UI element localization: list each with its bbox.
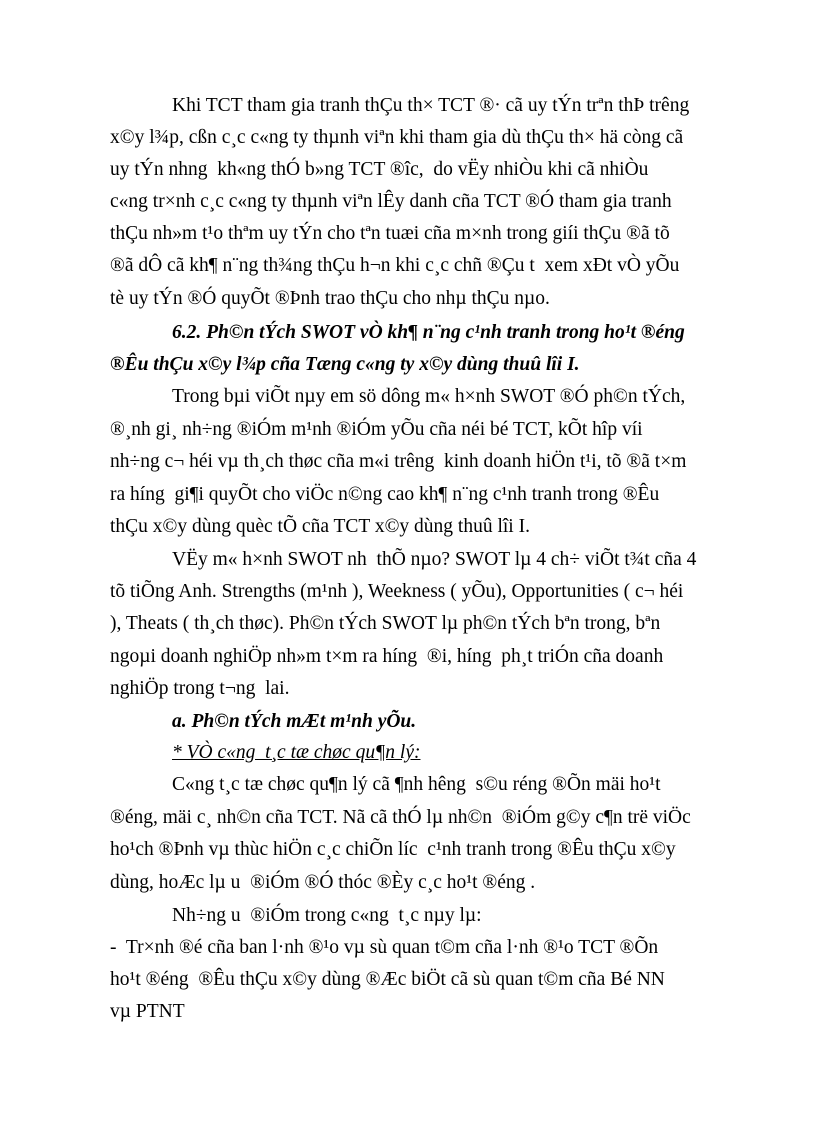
section-heading-line2: ®Êu thÇu x©y l¾p cña Tæng c«ng ty x©y dùng thuû lîi I.: [110, 354, 580, 375]
para1-line6: ®ã dÔ cã kh¶ n¨ng th¾ng thÇu h¬n khi c¸c chñ ®Çu t xem xÐt vÒ yÕu: [110, 255, 680, 276]
para2-line2: ®¸nh gi¸ nh÷ng ®iÓm m¹nh ®iÓm yÕu cña néi bé TCT, kÕt hîp víi: [110, 419, 643, 440]
section-heading-line1: 6.2. Ph©n tÝch SWOT vÒ kh¶ n¨ng c¹nh tranh trong ho¹t ®éng: [172, 322, 685, 343]
para3-line4: ngoµi doanh nghiÖp nh»m t×m ra híng ®i, híng ph¸t triÓn cña doanh: [110, 646, 664, 667]
para2-line1: Trong bµi viÕt nµy em sö dông m« h×nh SWOT ®Ó ph©n tÝch,: [172, 386, 686, 407]
subheading-a: a. Ph©n tÝch mÆt m¹nh yÕu.: [172, 711, 417, 732]
para4-line2: ®éng, mäi c¸ nh©n cña TCT. Nã cã thÓ lµ nh©n ®iÓm g©y c¶n trë viÖc: [110, 807, 691, 828]
para3-line2: tõ tiÕng Anh. Strengths (m¹nh ), Weekness ( yÕu), Opportunities ( c¬ héi: [110, 581, 684, 602]
para1-line7: tè uy tÝn ®Ó quyÕt ®Þnh trao thÇu cho nhµ thÇu nµo.: [110, 288, 550, 309]
bullet-line2: ho¹t ®éng ®Êu thÇu x©y dùng ®Æc biÖt cã sù quan t©m cña Bé NN: [110, 969, 665, 990]
bullet-line1: - Tr×nh ®é cña ban l·nh ®¹o vµ sù quan t©m cña l·nh ®¹o TCT ®Õn: [110, 937, 659, 958]
para2-line3: nh÷ng c¬ héi vµ th¸ch thøc cña m«i trêng kinh doanh hiÖn t¹i, tõ ®ã t×m: [110, 451, 687, 472]
para5-line1: Nh÷ng u ®iÓm trong c«ng t¸c nµy lµ:: [172, 905, 482, 926]
para2-line5: thÇu x©y dùng quèc tÕ cña TCT x©y dùng thuû lîi I.: [110, 516, 530, 537]
para2-line4: ra híng gi¶i quyÕt cho viÖc n©ng cao kh¶ n¨ng c¹nh tranh trong ®Êu: [110, 484, 660, 505]
para3-line1: VËy m« h×nh SWOT nh thÕ nµo? SWOT lµ 4 ch÷ viÕt t¾t cña 4: [172, 549, 697, 570]
para1-line2: x©y l¾p, cßn c¸c c«ng ty thµnh viªn khi tham gia dù thÇu th× hä còng cã: [110, 127, 684, 148]
subheading-organization: * VÒ c«ng t¸c tæ chøc qu¶n lý:: [172, 742, 421, 763]
para1-line4: c«ng tr×nh c¸c c«ng ty thµnh viªn lÊy danh cña TCT ®Ó tham gia tranh: [110, 191, 672, 212]
para1-line5: thÇu nh»m t¹o thªm uy tÝn cho tªn tuæi cña m×nh trong giíi thÇu ®ã tõ: [110, 223, 670, 244]
para4-line3: ho¹ch ®Þnh vµ thùc hiÖn c¸c chiÕn líc c¹nh tranh trong ®Êu thÇu x©y: [110, 839, 676, 860]
para4-line4: dùng, hoÆc lµ u ®iÓm ®Ó thóc ®Èy c¸c ho¹t ®éng .: [110, 872, 536, 893]
para1-line3: uy tÝn nhng kh«ng thÓ b»ng TCT ®îc, do vËy nhiÒu khi cã nhiÒu: [110, 159, 649, 180]
para4-line1: C«ng t¸c tæ chøc qu¶n lý cã ¶nh hêng s©u réng ®Õn mäi ho¹t: [172, 774, 661, 795]
para3-line5: nghiÖp trong t¬ng lai.: [110, 678, 290, 699]
para1-line1: Khi TCT tham gia tranh thÇu th× TCT ®· cã uy tÝn trªn thÞ trêng: [172, 95, 690, 116]
para3-line3: ), Theats ( th¸ch thøc). Ph©n tÝch SWOT lµ ph©n tÝch bªn trong, bªn: [110, 613, 661, 634]
bullet-line3: vµ PTNT: [110, 1001, 185, 1022]
